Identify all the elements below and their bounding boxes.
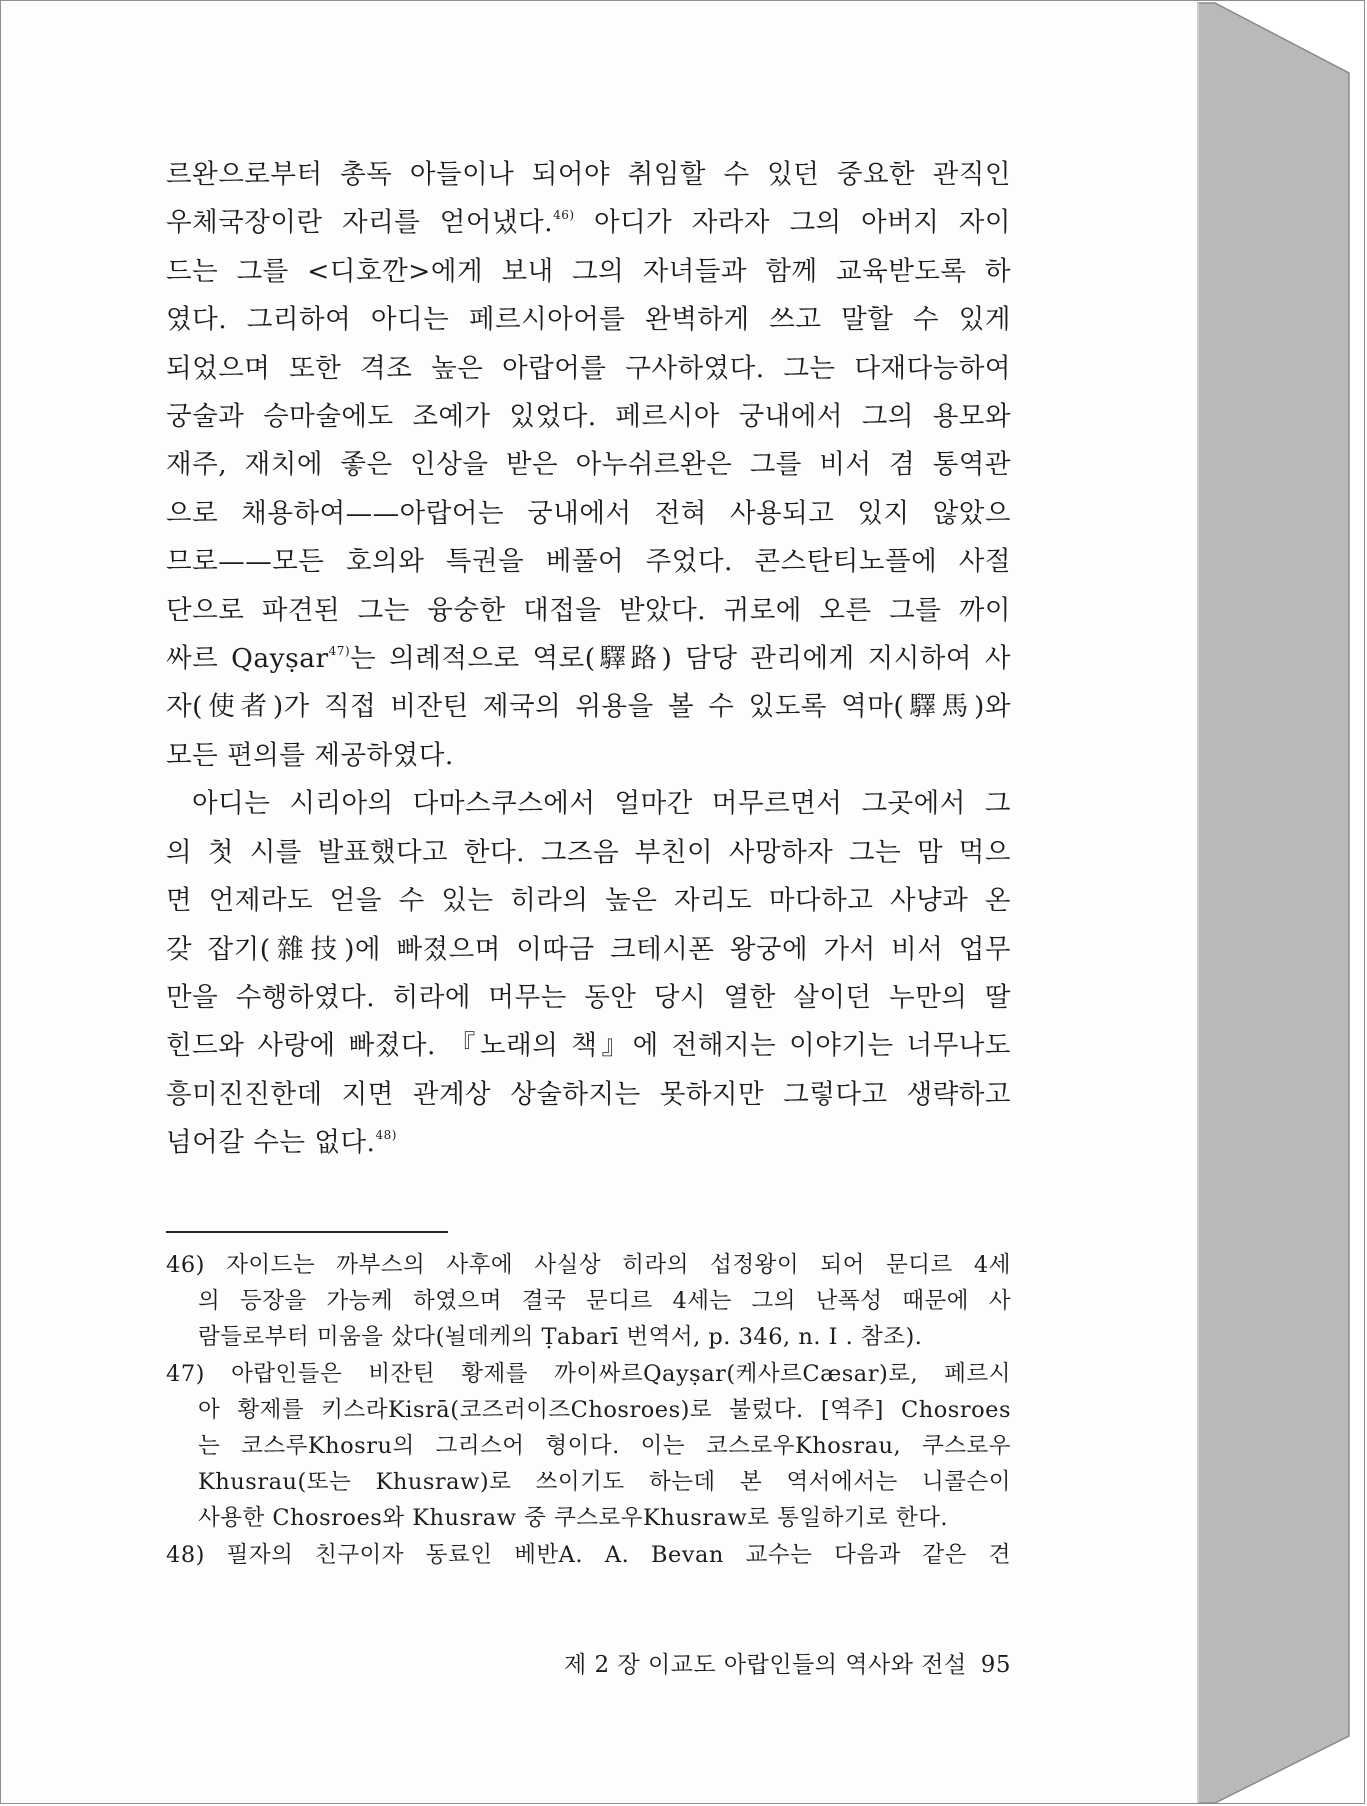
text-segment: 넘어갈 수는 없다.	[166, 1127, 376, 1159]
footnote-ref-48[interactable]: 48)	[375, 1128, 397, 1143]
text-line: 모든 편의를 제공하였다.	[166, 739, 454, 771]
page-number: 95	[980, 1652, 1011, 1678]
text-segment: 우체국장이란 자리를 얻어냈다.	[166, 207, 554, 239]
text-line: 였다. 그리하여 아디는 페르시아어를 완벽하게 쓰고 말할 수 있게	[166, 304, 1011, 336]
text-line: 재주, 재치에 좋은 인상을 받은 아누쉬르완은 그를 비서 겸 통역관	[166, 449, 1011, 481]
text-segment: 싸르 Qayṣar	[166, 643, 329, 675]
chapter-title: 제 2 장 이교도 아랍인들의 역사와 전설	[563, 1652, 967, 1678]
text-line: 만을 수행하였다. 히라에 머무는 동안 당시 열한 살이던 누만의 딸	[166, 981, 1011, 1013]
text-segment: 아디가 자라자 그의 아버지 자이	[574, 207, 1012, 239]
text-line: 아디는 시리아의 다마스쿠스에서 얼마간 머무르면서 그곳에서 그	[192, 788, 1011, 820]
footnote-line: 는 코스루Khosru의 그리스어 형이다. 이는 코스로우Khosrau, 쿠스로우	[198, 1433, 1011, 1460]
footnote-line: 아 황제를 키스라Kisrā(코즈러이즈Chosroes)로 불렀다. [역주] Chosroes	[198, 1396, 1011, 1423]
footnote-line: 람들로부터 미움을 샀다(뇔데케의 Ṭabarī 번역서, p. 346, n. I . 참조).	[198, 1324, 923, 1351]
footnote-line: 의 등장을 가능케 하였으며 결국 문디르 4세는 그의 난폭성 때문에 사	[198, 1288, 1011, 1315]
text-line: 힌드와 사랑에 빠졌다. 『노래의 책』에 전해지는 이야기는 너무나도	[166, 1030, 1011, 1062]
text-line: 자(使者)가 직접 비잔틴 제국의 위용을 볼 수 있도록 역마(驛馬)와	[166, 691, 1011, 723]
text-line: 궁술과 승마술에도 조예가 있었다. 페르시아 궁내에서 그의 용모와	[166, 401, 1011, 433]
footnote-line: 46) 자이드는 까부스의 사후에 사실상 히라의 섭정왕이 되어 문디르 4세	[166, 1252, 1011, 1278]
text-line: 면 언제라도 얻을 수 있는 히라의 높은 자리도 마다하고 사냥과 온	[166, 885, 1011, 917]
text-segment: 는 의례적으로 역로(驛路) 담당 관리에게 지시하여 사	[350, 643, 1011, 675]
footnote-line: Khusrau(또는 Khusraw)로 쓰이기도 하는데 본 역서에서는 니콜슨이	[198, 1469, 1011, 1496]
text-line: 흥미진진한데 지면 관계상 상술하지는 못하지만 그렇다고 생략하고	[166, 1078, 1011, 1110]
text-line: 되었으며 또한 격조 높은 아랍어를 구사하였다. 그는 다재다능하여	[166, 352, 1011, 384]
text-line: 므로——모든 호의와 특권을 베풀어 주었다. 콘스탄티노플에 사절	[166, 546, 1011, 578]
text-line: 단으로 파견된 그는 융숭한 대접을 받았다. 귀로에 오른 그를 까이	[166, 594, 1011, 626]
footnote-ref-46[interactable]: 46)	[553, 208, 575, 223]
text-line: 드는 그를 <디호깐>에게 보내 그의 자녀들과 함께 교육받도록 하	[166, 255, 1011, 287]
book-spine-edge	[1198, 3, 1349, 1803]
book-edge-shading	[1, 1, 1366, 1805]
text-line: 갖 잡기(雜技)에 빠졌으며 이따금 크테시폰 왕궁에 가서 비서 업무	[166, 933, 1011, 965]
footnote-line: 사용한 Chosroes와 Khusraw 중 쿠스로우Khusraw로 통일하기로 한다.	[198, 1505, 949, 1532]
footnote-line: 47) 아랍인들은 비잔틴 황제를 까이싸르Qayṣar(케사르Cæsar)로, 페르시	[166, 1360, 1011, 1387]
footnote-line: 48) 필자의 친구이자 동료인 베반A. A. Bevan 교수는 다음과 같은 견	[166, 1541, 1011, 1568]
footnote-ref-47[interactable]: 47)	[328, 644, 351, 659]
text-line: 르완으로부터 총독 아들이나 되어야 취임할 수 있던 중요한 관직인	[166, 159, 1011, 190]
text-line: 으로 채용하여——아랍어는 궁내에서 전혀 사용되고 있지 않았으	[166, 497, 1011, 529]
text-line: 의 첫 시를 발표했다고 한다. 그즈음 부친이 사망하자 그는 맘 먹으	[166, 836, 1011, 868]
